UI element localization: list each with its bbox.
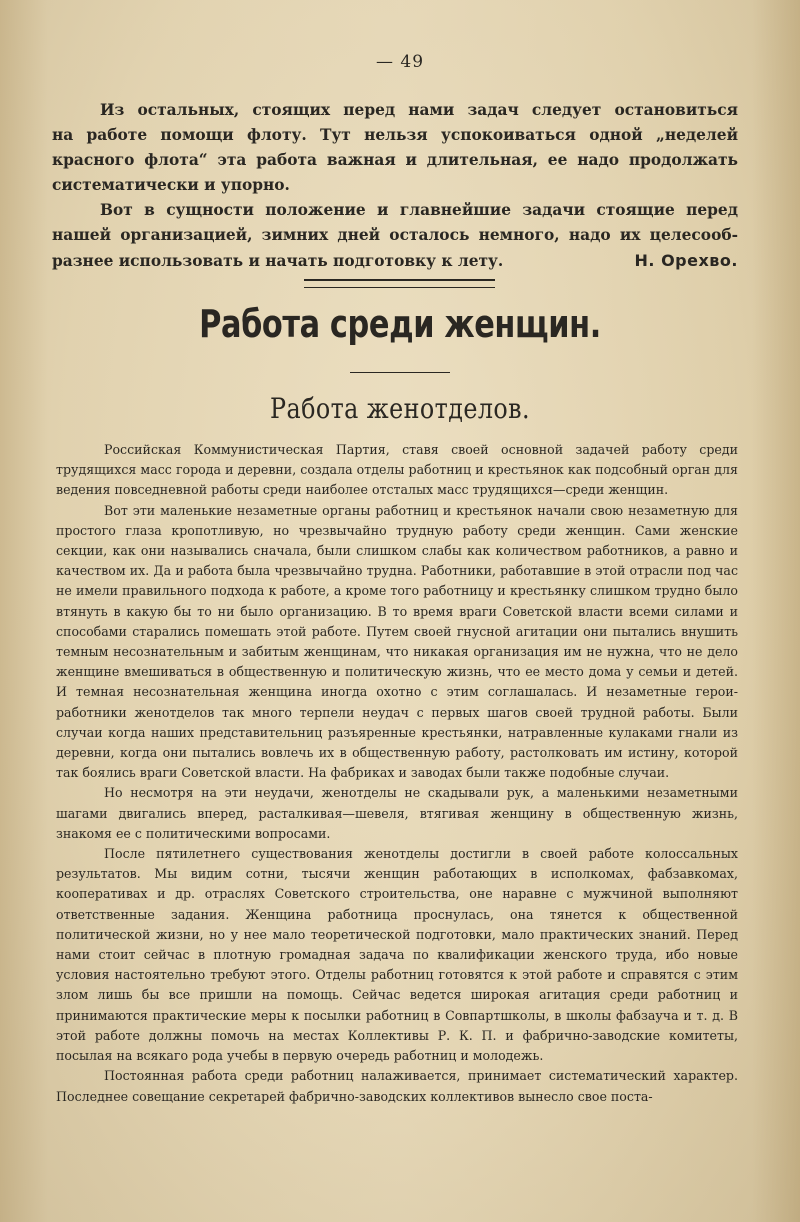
- article-title: Работа женотделов.: [270, 392, 530, 425]
- intro-line: разнее использовать и начать подготовку к лету.: [52, 252, 504, 270]
- intro-line: на работе помощи флоту. Тут нельзя успокоиваться одной „неделей: [52, 126, 738, 144]
- paragraph: Вот эти маленькие незаметные органы работниц и крестьянок начали свою незаметную для простого глаза кропотливую, но чрезвычайно трудную работу среди женщин. Сами женские секции, как они назывались сначала, были слишком слабы как количеством работников, а равно и качеством их. Да и работа была чрезвычайно трудна. Работники, работавшие в этой отрасли под час не имели правильного подхода к работе, а кроме того работницу и крестьянку слишком трудно было втянуть в какую бы то ни было организацию. В то время враги Советской власти всеми силами и способами старались помешать этой работе. Путем своей гнусной агитации они пытались внушить темным несознательным и забитым женщинам, что никакая организация им не нужна, что не дело женщине вмешиваться в общественную и политическую жизнь, что ее место дома у семьи и детей. И темная несознательная женщина иногда охотно с этим соглашалась. И незаметные герои-работники женотделов так много терпели неудач с первых шагов своей трудной работы. Были случаи когда наших представительниц разъяренные крестьянки, натравленные кулаками гнали из деревни, когда они пытались вовлечь их в общественную работу, растолковать им истину, которой так боялись враги Советской власти. На фабриках и заводах были также подобные случаи.: [56, 502, 738, 781]
- paragraph: Российская Коммунистическая Партия, ставя своей основной задачей работу среди трудящихся масс города и деревни, создала отделы работниц и крестьянок как подсобный орган для ведения повседневной работы среди наиболее отсталых масс трудящихся—среди женщин.: [56, 442, 738, 498]
- paragraph: После пятилетнего существования женотделы достигли в своей работе колоссальных результатов. Мы видим сотни, тысячи женщин работающих в исполкомах, фабзавкомах, кооперативах и др. отраслях Советского строительства, оне наравне с мужчиной выполняют ответственные задания. Женщина работница проснулась, она тянется к общественной политической жизни, но у нее мало теоретической подготовки, мало практических знаний. Перед нами стоит сейчас в плотную громадная задача по квалификации женского труда, ибо новые условия настоятельно требуют этого. Отделы работниц готовятся к этой работе и справятся с этим злом лишь бы все пришли на помощь. Сейчас ведется широкая агитация среди работниц и принимаются практические меры к посылки работниц в Совпартшколы, в школы фабзауча и т. д. В этой работе должны помочь на местах Коллективы Р. К. П. и фабрично-заводские комитеты, посылая на всякаго рода учебы в первую очередь работниц и молодежь.: [56, 846, 738, 1064]
- intro-line: красного флота“ эта работа важная и длительная, ее надо продолжать: [52, 151, 738, 169]
- title-divider: [350, 372, 450, 373]
- author-signature: Н. Орехво.: [634, 251, 738, 270]
- intro-last-row: [52, 248, 738, 274]
- page-number: — 49: [375, 52, 425, 72]
- article-body: [56, 440, 738, 1107]
- intro-line: Вот в сущности положение и главнейшие задачи стоящие перед: [100, 201, 738, 219]
- intro-line: систематически и упорно.: [52, 176, 290, 194]
- paragraph: Но несмотря на эти неудачи, женотделы не скадывали рук, а маленькими незаметными шагами двигались вперед, расталкивая—шевеля, втягивая женщину в общественную жизнь, знакомя ее с политическими вопросами.: [56, 785, 738, 841]
- section-title: Работа среди женщин.: [199, 302, 601, 346]
- section-divider: [304, 279, 495, 288]
- intro-line: Из остальных, стоящих перед нами задач следует остановиться: [100, 101, 738, 119]
- intro-section: [52, 98, 738, 274]
- paragraph: Постоянная работа среди работниц налаживается, принимает систематический характер. Последнее совещание секретарей фабрично-заводских коллективов вынесло свое поста-: [56, 1068, 738, 1104]
- intro-line: нашей организацией, зимних дней осталось немного, надо их целесооб-: [52, 226, 738, 244]
